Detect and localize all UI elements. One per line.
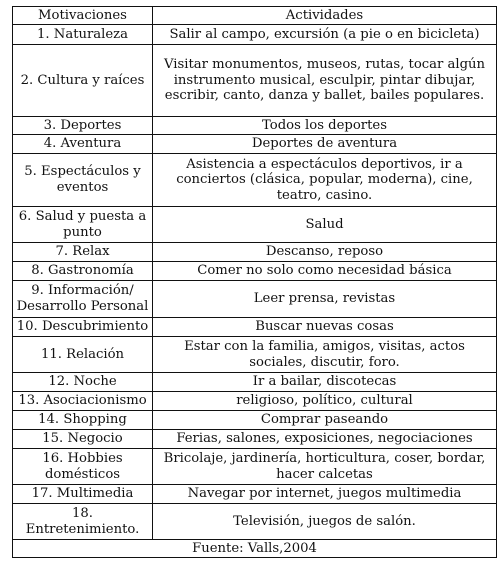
table-header-row [13, 7, 497, 25]
motivation-cell: 10. Descubrimiento [13, 318, 153, 337]
activity-cell: Leer prensa, revistas [153, 281, 497, 318]
motivation-cell: 4. Aventura [13, 135, 153, 154]
table-row [13, 337, 497, 373]
table-row [13, 430, 497, 449]
table-row [13, 449, 497, 485]
header-motivaciones: Motivaciones [13, 7, 153, 25]
motivation-cell: 9. Información/ Desarrollo Personal [13, 281, 153, 318]
motivation-cell: 11. Relación [13, 337, 153, 373]
table-row [13, 154, 497, 207]
motivation-cell: 15. Negocio [13, 430, 153, 449]
activity-cell: Asistencia a espectáculos deportivos, ir a conciertos (clásica, popular, moderna), cine, teatro, casino. [153, 154, 497, 207]
motivation-cell: 5. Espectáculos y eventos [13, 154, 153, 207]
table-row [13, 318, 497, 337]
motivation-cell: 1. Naturaleza [13, 25, 153, 45]
table-row [13, 45, 497, 117]
motivation-cell: 18. Entretenimiento. [13, 504, 153, 540]
activity-cell: Descanso, reposo [153, 243, 497, 262]
table-row [13, 281, 497, 318]
motivation-cell: 12. Noche [13, 373, 153, 392]
activity-cell: Bricolaje, jardinería, horticultura, coser, bordar, hacer calcetas [153, 449, 497, 485]
motivation-cell: 3. Deportes [13, 117, 153, 135]
table-row [13, 373, 497, 392]
table-row [13, 25, 497, 45]
activity-cell: Salir al campo, excursión (a pie o en bicicleta) [153, 25, 497, 45]
table-row [13, 262, 497, 281]
motivation-cell: 2. Cultura y raíces [13, 45, 153, 117]
motivation-cell: 13. Asociacionismo [13, 392, 153, 411]
activity-cell: religioso, político, cultural [153, 392, 497, 411]
table-row [13, 392, 497, 411]
source-row [13, 540, 497, 558]
table-row [13, 117, 497, 135]
motivation-cell: 17. Multimedia [13, 485, 153, 504]
table-row [13, 411, 497, 430]
table-row [13, 243, 497, 262]
table-row [13, 485, 497, 504]
activity-cell: Deportes de aventura [153, 135, 497, 154]
activity-cell: Todos los deportes [153, 117, 497, 135]
activity-cell: Estar con la familia, amigos, visitas, actos sociales, discutir, foro. [153, 337, 497, 373]
activity-cell: Televisión, juegos de salón. [153, 504, 497, 540]
activity-cell: Ir a bailar, discotecas [153, 373, 497, 392]
motivation-cell: 7. Relax [13, 243, 153, 262]
header-actividades: Actividades [153, 7, 497, 25]
activity-cell: Ferias, salones, exposiciones, negociaciones [153, 430, 497, 449]
motivation-cell: 14. Shopping [13, 411, 153, 430]
activity-cell: Navegar por internet, juegos multimedia [153, 485, 497, 504]
motivation-cell: 8. Gastronomía [13, 262, 153, 281]
motivation-cell: 16. Hobbies domésticos [13, 449, 153, 485]
motivation-cell: 6. Salud y puesta a punto [13, 207, 153, 243]
activity-cell: Comer no solo como necesidad básica [153, 262, 497, 281]
activity-cell: Comprar paseando [153, 411, 497, 430]
table-row [13, 135, 497, 154]
motivations-activities-table [12, 6, 497, 558]
activity-cell: Buscar nuevas cosas [153, 318, 497, 337]
table-row [13, 504, 497, 540]
table-row [13, 207, 497, 243]
activity-cell: Visitar monumentos, museos, rutas, tocar algún instrumento musical, esculpir, pintar dibujar, escribir, canto, danza y ballet, bailes populares. [153, 45, 497, 117]
activity-cell: Salud [153, 207, 497, 243]
source-note: Fuente: Valls,2004 [13, 540, 497, 558]
